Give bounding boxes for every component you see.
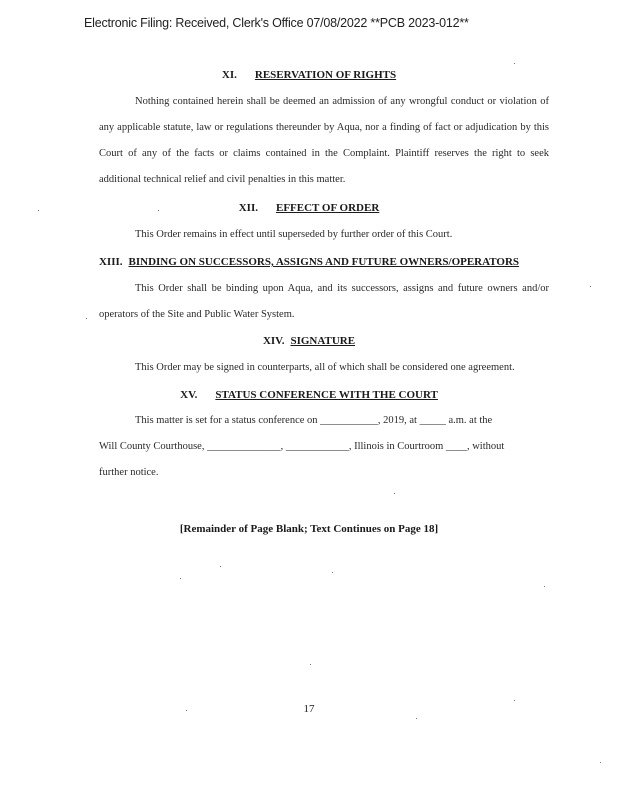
section-number: XV. [180, 389, 198, 401]
remainder-note: [Remainder of Page Blank; Text Continues on Page 18] [179, 523, 439, 535]
section-number: XIV. [262, 335, 285, 347]
section-body-xi [99, 89, 549, 193]
section-title: BINDING ON SUCCESSORS, ASSIGNS AND FUTURE OWNERS/OPERATORS [128, 256, 520, 268]
section-heading-xiii [0, 256, 618, 268]
scan-speck [220, 566, 221, 567]
section-body-text: Nothing contained herein shall be deemed an admission of any wrongful conduct or violation of any applicable statute, law or regulations thereunder by Aqua, nor a finding of fact or adjudication by this Court of any of the facts or claims contained in the Complaint. Plaintiff reserves the right to seek additional technical relief and civil penalties in this matter. [99, 96, 549, 185]
scan-speck [394, 493, 395, 494]
filing-stamp-header: Electronic Filing: Received, Clerk's Office 07/08/2022 **PCB 2023-012** [84, 16, 469, 30]
scan-speck [186, 710, 187, 711]
scan-speck [310, 664, 311, 665]
scan-speck [514, 700, 515, 701]
section-body-xiv [99, 355, 549, 381]
section-title: RESERVATION OF RIGHTS [254, 69, 397, 81]
section-body-text: This Order may be signed in counterparts, all of which shall be considered one agreement. [135, 362, 515, 373]
section-number: XII. [238, 202, 258, 214]
scan-speck [544, 586, 545, 587]
section-number: XIII. [98, 256, 123, 268]
scan-speck [600, 762, 601, 763]
section-heading-xiv [0, 335, 618, 347]
scan-speck [514, 63, 515, 64]
scan-speck [38, 210, 39, 211]
scan-speck [590, 286, 591, 287]
section-title: EFFECT OF ORDER [275, 202, 380, 214]
section-heading-xv [0, 389, 618, 401]
status-conference-line-3: further notice. [99, 467, 159, 478]
section-number: XI. [221, 69, 237, 81]
section-body-xiii [99, 276, 549, 328]
section-title: STATUS CONFERENCE WITH THE COURT [215, 389, 438, 401]
page-number: 17 [303, 703, 315, 715]
section-body-xii [99, 222, 549, 248]
section-heading-xii [0, 202, 618, 214]
section-title: SIGNATURE [290, 335, 356, 347]
status-conference-line-2: Will County Courthouse, ______________, ____________, Illinois in Courtroom ____, without [99, 441, 505, 452]
status-conference-line-1: This matter is set for a status conference on ___________, 2019, at _____ a.m. at the [135, 415, 493, 426]
section-body-text: This Order shall be binding upon Aqua, and its successors, assigns and future owners and/or operators of the Site and Public Water System. [99, 283, 549, 320]
scan-speck [180, 578, 181, 579]
scan-speck [416, 718, 417, 719]
section-heading-xi [0, 69, 618, 81]
section-body-text: This Order remains in effect until superseded by further order of this Court. [135, 229, 453, 240]
scan-speck [332, 572, 333, 573]
scan-speck [158, 210, 159, 211]
scan-speck [86, 318, 87, 319]
